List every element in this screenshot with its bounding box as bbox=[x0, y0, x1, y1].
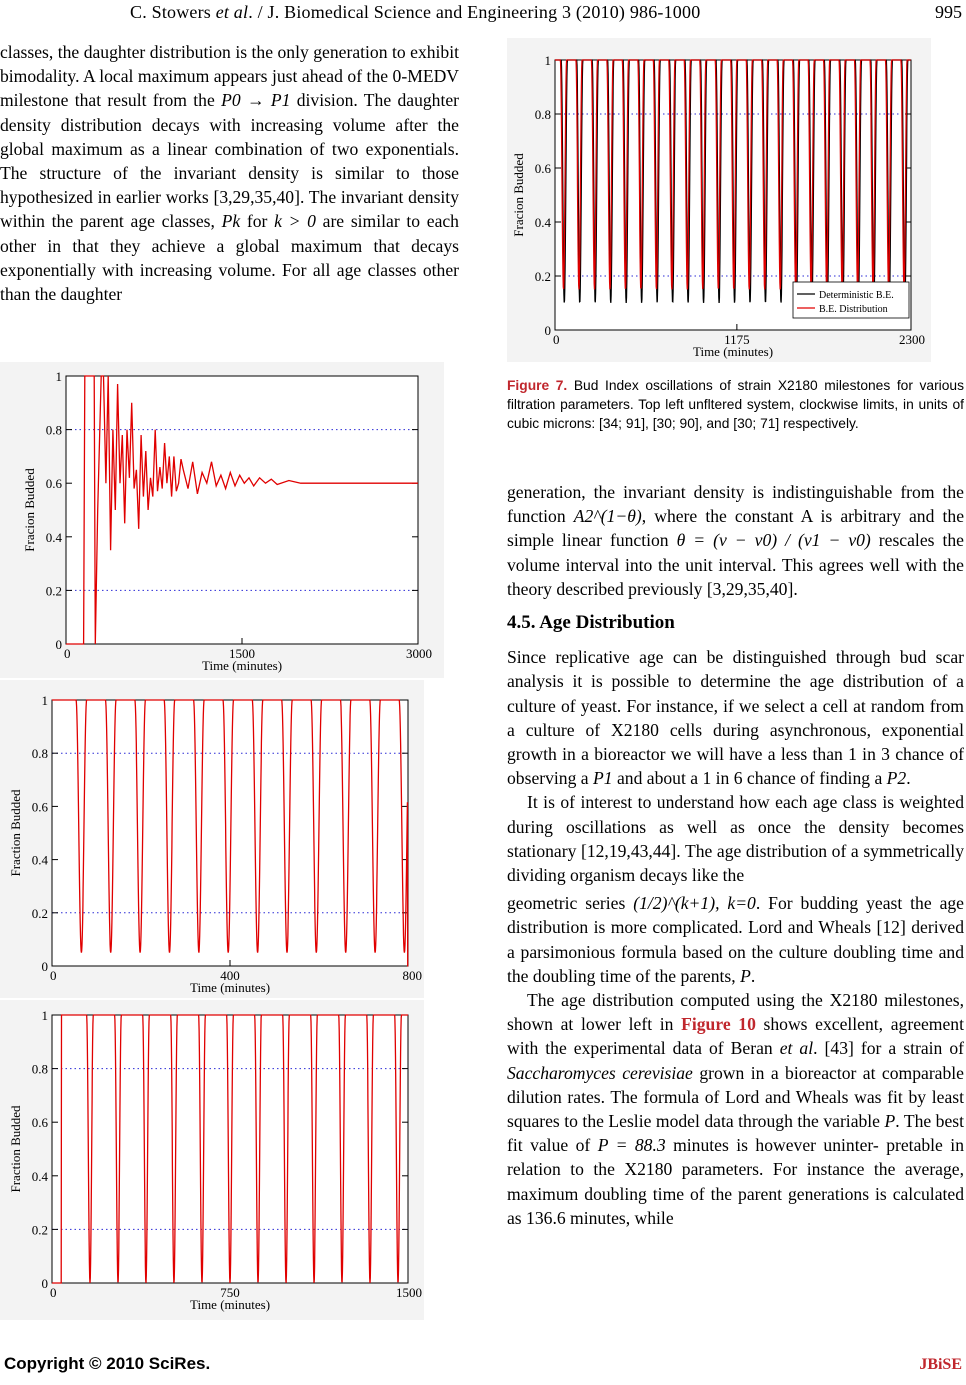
y-axis-label: Fracion Budded bbox=[22, 468, 37, 552]
x-tick-label: 0 bbox=[64, 646, 71, 661]
y-tick-label: 0.4 bbox=[45, 529, 62, 545]
math-inline: A2^(1−θ) bbox=[573, 506, 642, 527]
header-authors: C. Stowers bbox=[130, 2, 212, 22]
footer-journal: JBiSE bbox=[919, 1356, 962, 1373]
x-tick-label: 3000 bbox=[406, 646, 432, 661]
paragraph bbox=[507, 480, 964, 601]
footer-copyright: Copyright © 2010 SciRes. bbox=[4, 1354, 211, 1373]
legend-entry: Deterministic B.E. bbox=[819, 290, 894, 301]
legend-entry: B.E. Distribution bbox=[819, 304, 888, 315]
math-inline: P1 bbox=[593, 768, 613, 789]
header-et-al: et al bbox=[215, 2, 249, 22]
y-tick-label: 1 bbox=[55, 369, 62, 384]
y-tick-label: 0.2 bbox=[31, 905, 48, 921]
text-run: . For budding yeast the age distribution is more complicated. Lord and Wheals [12] derived a parsimonious formula based on the culture doubling time and the doubling time of the parents, bbox=[507, 893, 964, 986]
y-tick-label: 1 bbox=[544, 53, 551, 68]
math-inline: P bbox=[884, 1111, 896, 1132]
figure-plot-1 bbox=[0, 362, 444, 678]
y-tick-label: 0.2 bbox=[534, 269, 551, 284]
math-inline: P = 88.3 bbox=[597, 1135, 666, 1156]
math-inline: θ = (v − v0) / (v1 − v0) bbox=[676, 530, 871, 551]
paragraph: It is of interest to understand how each age class is weighted during oscillations as well as once the density becomes stationary [12,19,43,44]. The age distribution of a symmetrically dividing organism decays like the bbox=[507, 792, 964, 886]
paragraph bbox=[507, 988, 964, 1230]
species-name: Saccharomyces cerevisiae bbox=[507, 1062, 693, 1083]
y-tick-label: 0.8 bbox=[31, 1061, 48, 1077]
figure-caption bbox=[507, 376, 964, 433]
math-inline: k > 0 bbox=[274, 211, 316, 232]
header-journal: . / J. Biomedical Science and Engineering 3 (2010) 986-1000 bbox=[248, 2, 701, 22]
x-tick-label: 2300 bbox=[899, 332, 925, 347]
math-inline: P bbox=[740, 965, 751, 986]
paragraph: geometric series (1/2)^(k+1), k=0. For budding yeast the age distribution is more complicated. Lord and Wheals [12] derived a parsimonious formula based on the culture doubling time and the doubling time of the parents, P. bbox=[507, 893, 964, 986]
x-tick-label: 0 bbox=[50, 968, 57, 983]
x-tick-label: 1500 bbox=[396, 1285, 422, 1300]
plot-frame bbox=[52, 700, 408, 966]
y-tick-label: 0.6 bbox=[534, 161, 551, 176]
text-run: for bbox=[246, 211, 268, 232]
paragraph bbox=[0, 40, 459, 306]
y-tick-label: 0 bbox=[41, 959, 48, 974]
y-tick-label: 1 bbox=[41, 693, 48, 708]
running-header bbox=[0, 0, 966, 24]
x-tick-label: 1175 bbox=[724, 332, 750, 347]
math-inline: Pk bbox=[221, 211, 241, 232]
y-axis-label: Fraction Budded bbox=[8, 1105, 23, 1193]
text-run: Since replicative age can be distinguished through bud scar analysis it is possible to determine the age distribution of a culture of yeast. For instance, if we select a cell at random from a culture of X2180 cells during asynchronous, exponential growth in a bioreactor we will have a less than 1 in 3 chance of observing a bbox=[507, 647, 964, 789]
x-tick-label: 750 bbox=[220, 1285, 240, 1300]
caption-text: Bud Index oscillations of strain X2180 milestones for various filtration parameters. Top left unfltered system, clockwise limits, in units of cubic microns: [34; 91], [30; 90], and [30; 71] respectively. bbox=[507, 378, 964, 431]
text-run: generation, the invariant density is indistinguishable from the function bbox=[507, 482, 964, 527]
x-tick-label: 800 bbox=[402, 968, 422, 983]
y-tick-label: 0 bbox=[55, 637, 62, 652]
math-inline: P0 → P1 bbox=[221, 90, 291, 111]
y-tick-label: 0.4 bbox=[31, 852, 48, 868]
y-tick-label: 0.8 bbox=[534, 107, 551, 122]
text-run: . The best fit value of bbox=[507, 1111, 964, 1156]
y-tick-label: 0.4 bbox=[534, 215, 551, 230]
x-tick-label: 0 bbox=[50, 1285, 57, 1300]
text-run: , where the constant A is arbitrary and the simple linear function bbox=[507, 506, 964, 551]
text-run: division. The daughter density distribution decays with increasing volume after the global maximum as a linear combination of two exponentials. The structure of the invariant density is similar to those hypothesized in earlier works [3,29,35,40]. The invariant density within the parent age classes, bbox=[0, 90, 460, 232]
x-axis-label: Time (minutes) bbox=[692, 344, 774, 359]
y-tick-label: 0.2 bbox=[45, 583, 62, 599]
plot-frame bbox=[52, 1015, 408, 1283]
y-axis-label: Fraction Budded bbox=[8, 789, 23, 877]
x-axis-label: Time (minutes) bbox=[189, 1297, 271, 1312]
text-run: et al bbox=[779, 1038, 814, 1059]
figure-plot-3 bbox=[0, 1000, 424, 1320]
y-tick-label: 1 bbox=[41, 1008, 48, 1023]
y-tick-label: 0 bbox=[41, 1276, 48, 1291]
y-tick-label: 0 bbox=[544, 323, 551, 338]
text-run: classes, the daughter distribution is the only generation to exhibit bimodality. A local maximum appears just ahead of the 0-MEDV milestone that result from the bbox=[0, 42, 459, 111]
y-axis-label: Fracion Budded bbox=[511, 153, 526, 237]
running-title bbox=[130, 2, 700, 23]
text-run: The age distribution computed using the X2180 milestones, shown at lower left in bbox=[507, 990, 964, 1035]
x-axis-label: Time (minutes) bbox=[189, 980, 271, 995]
x-tick-label: 400 bbox=[220, 968, 240, 983]
x-axis-label: Time (minutes) bbox=[201, 658, 283, 673]
text-run: minutes is however uninter- pretable in relation to the X2180 parameters. For instance the average, maximum doubling time of the parent generations is calculated as 136.6 minutes, while bbox=[507, 1135, 964, 1228]
text-run: grown in a bioreactor at comparable dilution rates. The formula of Lord and Wheals was fit by least squares to the Leslie model data through the variable bbox=[507, 1062, 964, 1132]
figure-plot-4 bbox=[507, 38, 931, 362]
y-tick-label: 0.4 bbox=[31, 1168, 48, 1184]
x-tick-label: 1500 bbox=[229, 646, 255, 661]
text-run: are similar to each other in that they achieve a global maximum that decays exponentially with increasing volume. For all age classes other than the daughter bbox=[0, 211, 459, 305]
text-run: and about a 1 in 6 chance of finding a bbox=[616, 768, 883, 789]
y-tick-label: 0.6 bbox=[31, 799, 48, 815]
y-tick-label: 0.6 bbox=[31, 1115, 48, 1131]
y-tick-label: 0.6 bbox=[45, 476, 62, 492]
x-tick-label: 0 bbox=[553, 332, 560, 347]
y-tick-label: 0.2 bbox=[31, 1222, 48, 1238]
paragraph: Since replicative age can be distinguished through bud scar analysis it is possible to determine the age distribution of a culture of yeast. For instance, if we select a cell at random from a culture of X2180 cells during asynchronous, exponential growth in a bioreactor we will have a less than 1 in 3 chance of observing a P1 and about a 1 in 6 chance of finding a P2. bbox=[507, 647, 964, 789]
text-run: geometric series bbox=[507, 893, 626, 914]
figure-ref-link[interactable]: Figure 10 bbox=[681, 1014, 756, 1035]
y-tick-label: 0.8 bbox=[45, 422, 62, 438]
text-run: rescales the volume interval into the unit interval. This agrees well with the theory described previously [3,29,35,40]. bbox=[507, 530, 964, 599]
math-inline: P2 bbox=[886, 768, 907, 789]
text-run: shows excellent, agreement with the experimental data of Beran bbox=[507, 1014, 964, 1059]
text-run: . [43] for a strain of bbox=[813, 1038, 964, 1059]
section-heading: 4.5. Age Distribution bbox=[507, 612, 675, 634]
page-number: 995 bbox=[935, 2, 962, 22]
math-inline: (1/2)^(k+1), k=0 bbox=[633, 893, 756, 914]
right-column-text bbox=[507, 480, 964, 1230]
figure-plot-2 bbox=[0, 680, 424, 998]
left-column-text bbox=[0, 40, 459, 306]
y-tick-label: 0.8 bbox=[31, 746, 48, 762]
caption-label: Figure 7. bbox=[507, 378, 568, 393]
